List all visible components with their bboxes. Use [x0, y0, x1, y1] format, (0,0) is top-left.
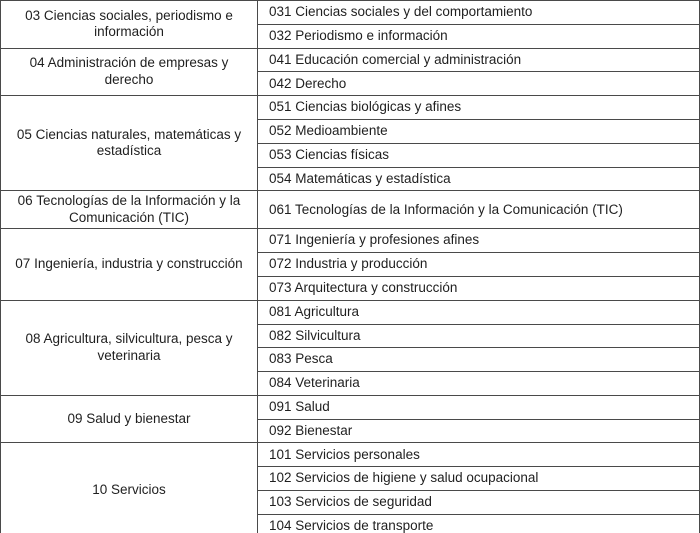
table-row [1, 229, 700, 253]
specific-field-cell: 092 Bienestar [258, 419, 700, 443]
broad-field-cell: 06 Tecnologías de la Información y la Comunicación (TIC) [1, 191, 258, 229]
specific-field-cell: 031 Ciencias sociales y del comportamiento [258, 1, 700, 25]
specific-field-cell: 071 Ingeniería y profesiones afines [258, 229, 700, 253]
specific-field-cell: 101 Servicios personales [258, 443, 700, 467]
specific-field-cell: 054 Matemáticas y estadística [258, 167, 700, 191]
specific-field-cell: 051 Ciencias biológicas y afines [258, 96, 700, 120]
table-row [1, 443, 700, 467]
broad-field-cell: 04 Administración de empresas y derecho [1, 48, 258, 96]
specific-field-cell: 072 Industria y producción [258, 253, 700, 277]
specific-field-cell: 083 Pesca [258, 348, 700, 372]
specific-field-cell: 073 Arquitectura y construcción [258, 276, 700, 300]
table-row [1, 395, 700, 419]
table-row [1, 48, 700, 72]
specific-field-cell: 042 Derecho [258, 72, 700, 96]
broad-field-cell: 10 Servicios [1, 443, 258, 533]
broad-field-cell: 03 Ciencias sociales, periodismo e información [1, 1, 258, 49]
specific-field-cell: 032 Periodismo e información [258, 24, 700, 48]
broad-field-cell: 08 Agricultura, silvicultura, pesca y veterinaria [1, 300, 258, 395]
table-row [1, 1, 700, 25]
specific-field-cell: 091 Salud [258, 395, 700, 419]
isced-table-body [1, 1, 700, 533]
specific-field-cell: 053 Ciencias físicas [258, 143, 700, 167]
specific-field-cell: 103 Servicios de seguridad [258, 491, 700, 515]
table-row [1, 96, 700, 120]
broad-field-cell: 05 Ciencias naturales, matemáticas y estadística [1, 96, 258, 191]
broad-field-cell: 07 Ingeniería, industria y construcción [1, 229, 258, 300]
broad-field-cell: 09 Salud y bienestar [1, 395, 258, 443]
specific-field-cell: 081 Agricultura [258, 300, 700, 324]
specific-field-cell: 102 Servicios de higiene y salud ocupacional [258, 467, 700, 491]
table-row [1, 191, 700, 229]
specific-field-cell: 052 Medioambiente [258, 119, 700, 143]
specific-field-cell: 082 Silvicultura [258, 324, 700, 348]
specific-field-cell: 061 Tecnologías de la Información y la Comunicación (TIC) [258, 191, 700, 229]
specific-field-cell: 104 Servicios de transporte [258, 514, 700, 533]
specific-field-cell: 041 Educación comercial y administración [258, 48, 700, 72]
specific-field-cell: 084 Veterinaria [258, 372, 700, 396]
table-row [1, 300, 700, 324]
